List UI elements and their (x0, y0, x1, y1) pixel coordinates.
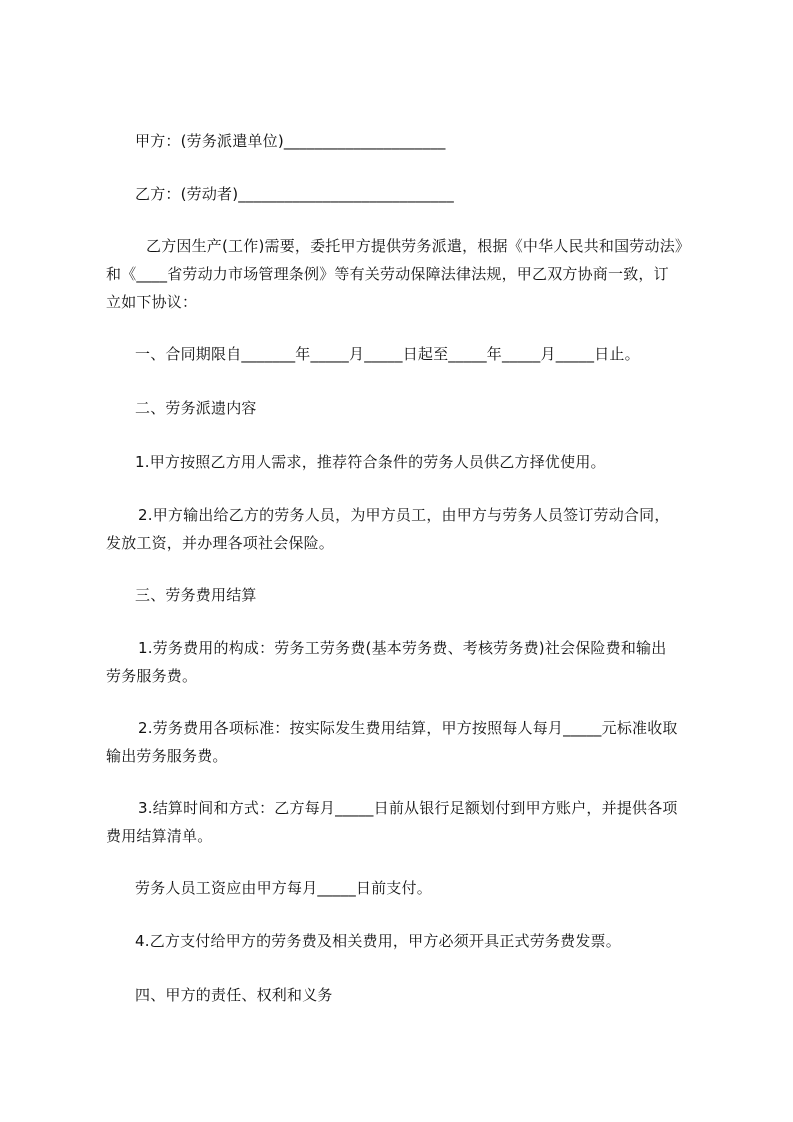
section-2-item-1: 1.甲方按照乙方用人需求，推荐符合条件的劳务人员供乙方择优使用。 (135, 453, 606, 471)
intro-line-2: 和《____省劳动力市场管理条例》等有关劳动保障法律法规，甲乙双方协商一致，订 (106, 265, 669, 283)
section-4-title: 四、甲方的责任、权利和义务 (135, 986, 333, 1004)
party-b-line: 乙方：(劳动者)____________________________ (135, 185, 454, 203)
section-3-item-1-line-1: 1.劳务费用的构成：劳务工劳务费(基本劳务费、考核劳务费)社会保险费和输出 (138, 639, 667, 657)
section-3-item-3-line-2: 费用结算清单。 (106, 827, 213, 845)
section-3-title: 三、劳务费用结算 (135, 586, 257, 604)
wage-payment-note: 劳务人员工资应由甲方每月_____日前支付。 (135, 879, 432, 897)
intro-line-1: 乙方因生产(工作)需要，委托甲方提供劳务派遣，根据《中华人民共和国劳动法》 (146, 237, 691, 255)
section-2-title: 二、劳务派遗内容 (135, 399, 257, 417)
intro-line-3: 立如下协议： (106, 293, 198, 311)
contract-term-line: 一、合同期限自_______年_____月_____日起至_____年_____月_____日止。 (135, 345, 640, 363)
section-2-item-2-line-1: 2.甲方输出给乙方的劳务人员，为甲方员工，由甲方与劳务人员签订劳动合同， (138, 506, 670, 524)
section-3-item-4: 4.乙方支付给甲方的劳务费及相关费用，甲方必须开具正式劳务费发票。 (135, 932, 621, 950)
section-2-item-2-line-2: 发放工资，并办理各项社会保险。 (106, 534, 335, 552)
section-3-item-2-line-1: 2.劳务费用各项标准：按实际发生费用结算，甲方按照每人每月_____元标准收取 (138, 719, 678, 737)
party-a-line: 甲方：(劳务派遣单位)_____________________ (135, 132, 446, 150)
section-3-item-2-line-2: 输出劳务服务费。 (106, 747, 228, 765)
section-3-item-3-line-1: 3.结算时间和方式：乙方每月_____日前从银行足额划付到甲方账户，并提供各项 (138, 799, 678, 817)
section-3-item-1-line-2: 劳务服务费。 (106, 667, 198, 685)
